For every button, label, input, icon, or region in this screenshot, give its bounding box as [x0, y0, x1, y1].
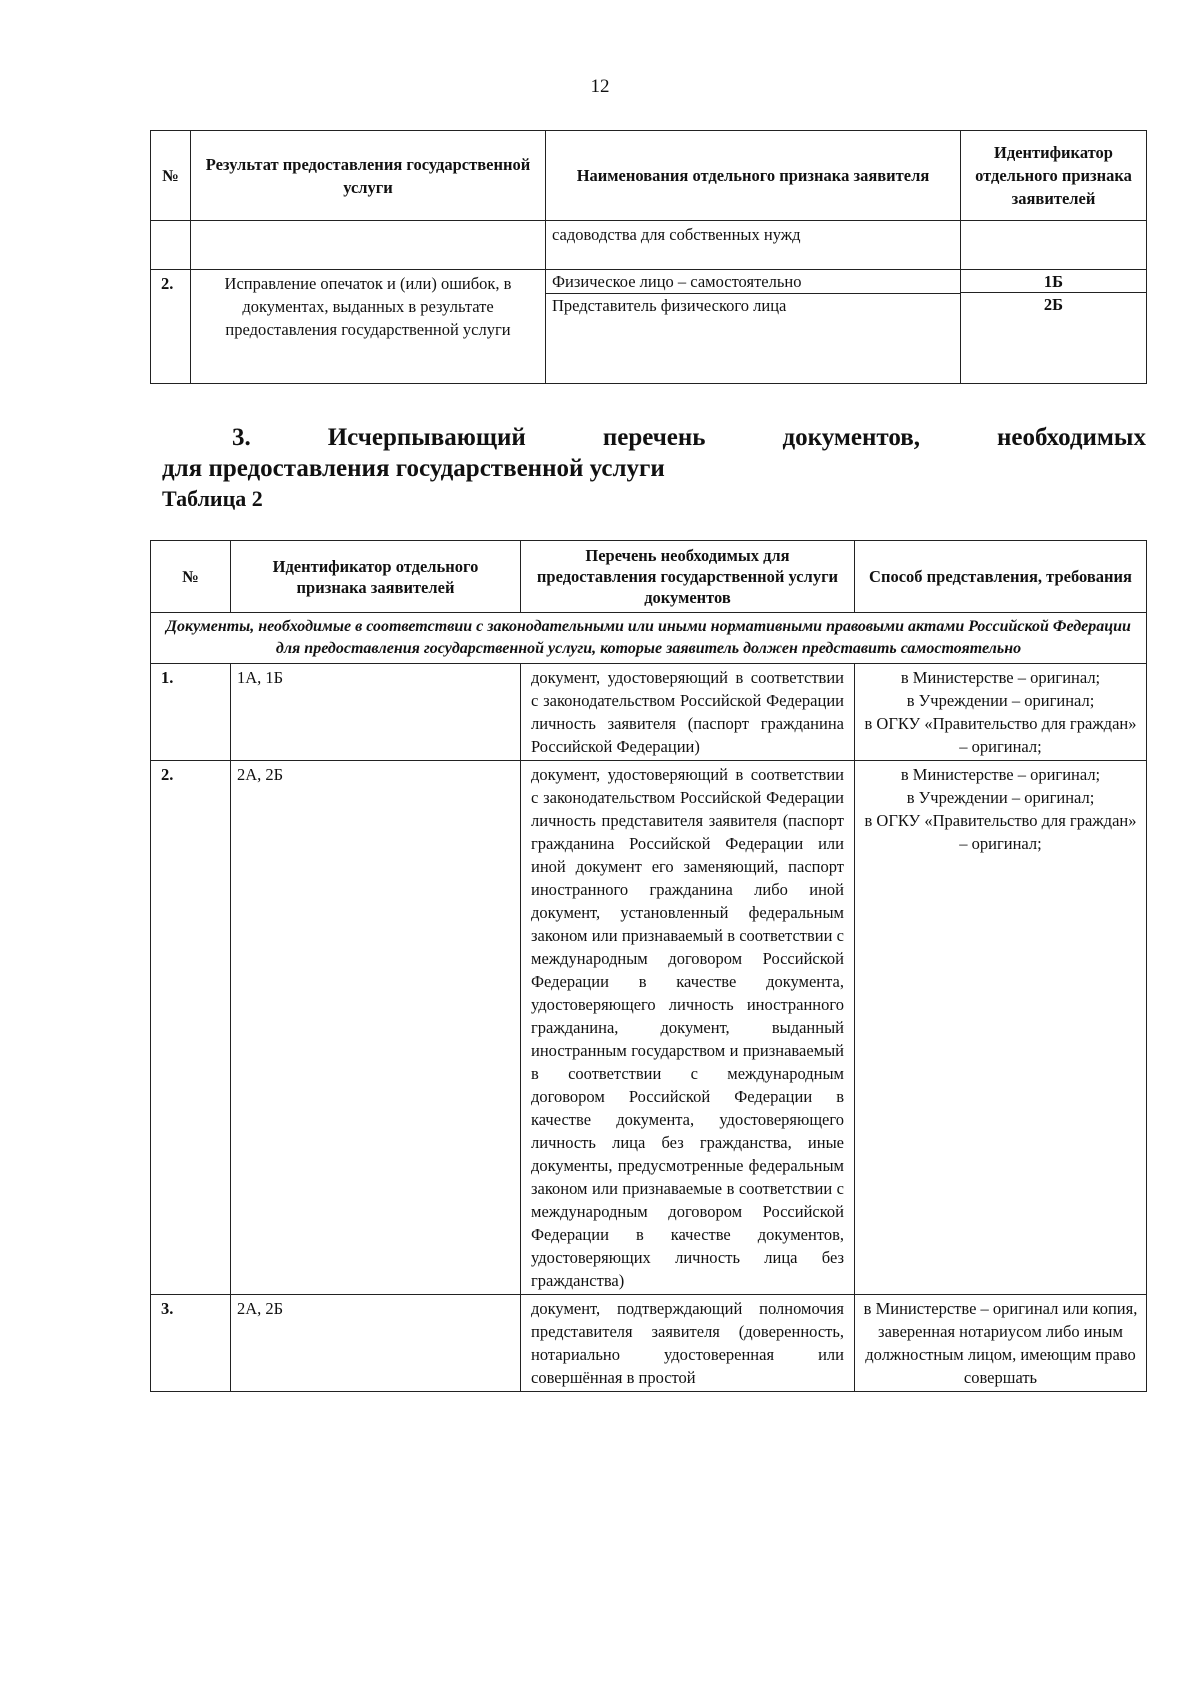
row-method — [855, 664, 1147, 761]
table-row — [151, 1295, 1147, 1392]
table1-header-row — [151, 131, 1147, 221]
table1-cell-features — [546, 270, 961, 384]
row-num: 1. — [151, 664, 231, 761]
table1-cell-result — [191, 221, 546, 270]
table2-header-num: № — [151, 541, 231, 613]
table1-header-feature-names: Наименования отдельного признака заявителя — [546, 131, 961, 221]
method-line: в Учреждении – оригинал; — [906, 691, 1095, 710]
table-row — [151, 761, 1147, 1295]
identifier-item: 1Б — [961, 270, 1146, 293]
heading-word: перечень — [602, 424, 706, 451]
table-row — [151, 664, 1147, 761]
row-num: 2. — [151, 761, 231, 1295]
row-method — [855, 761, 1147, 1295]
heading-word: необходимых — [996, 424, 1146, 451]
row-document: документ, подтверждающий полномочия представителя заявителя (доверенность, нотариально удостоверенная или совершённая в простой — [521, 1295, 855, 1392]
table1-cell-identifier — [961, 221, 1147, 270]
feature-item: Представитель физического лица — [552, 296, 787, 315]
method-line: в ОГКУ «Правительство для граждан» – оригинал; — [864, 714, 1137, 756]
table1-cell-num: 2. — [151, 270, 191, 384]
table1-header-num: № — [151, 131, 191, 221]
row-identifier: 2А, 2Б — [231, 1295, 521, 1392]
table-caption: Таблица 2 — [162, 486, 263, 511]
table2-header-method: Способ представления, требования — [855, 541, 1147, 613]
table1-cell-feature: садоводства для собственных нужд — [546, 221, 961, 270]
table1-cell-num — [151, 221, 191, 270]
row-document: документ, удостоверяющий в соответствии с законодательством Российской Федерации личность заявителя (паспорт гражданина Российской Федерации) — [521, 664, 855, 761]
table-row — [151, 221, 1147, 270]
heading-word: Исчерпывающий — [327, 424, 526, 451]
row-identifier: 2А, 2Б — [231, 761, 521, 1295]
table1-header-result: Результат предоставления государственной услуги — [191, 131, 546, 221]
heading-word: документов, — [782, 424, 920, 451]
section-heading — [162, 422, 1146, 484]
table2-header-row — [151, 541, 1147, 613]
table2-section-row — [151, 613, 1147, 664]
page-number: 12 — [590, 76, 610, 97]
heading-line2: для предоставления государственной услуги — [162, 455, 665, 482]
table2-header-documents: Перечень необходимых для предоставления государственной услуги документов — [521, 541, 855, 613]
table1-header-identifier: Идентификатор отдельного признака заявителей — [961, 131, 1147, 221]
method-line: в Учреждении – оригинал; — [906, 788, 1095, 807]
table1-cell-identifiers — [961, 270, 1147, 384]
applicant-features-table — [150, 130, 1147, 384]
method-line: в Министерстве – оригинал; — [900, 765, 1101, 784]
table-row — [151, 270, 1147, 384]
section-number: 3. — [232, 424, 251, 451]
method-line: в ОГКУ «Правительство для граждан» – оригинал; — [864, 811, 1137, 853]
row-num: 3. — [151, 1295, 231, 1392]
required-documents-table — [150, 540, 1147, 1392]
row-method — [855, 1295, 1147, 1392]
row-identifier: 1А, 1Б — [231, 664, 521, 761]
section-row-text: Документы, необходимые в соответствии с законодательными или иными нормативными правовыми актами Российской Федерации для предоставления государственной услуги, которые заявитель должен представить самостоятельно — [151, 613, 1147, 664]
feature-item: Физическое лицо – самостоятельно — [546, 270, 960, 294]
table2-header-identifier: Идентификатор отдельного признака заявителей — [231, 541, 521, 613]
identifier-item: 2Б — [1043, 295, 1064, 314]
row-document: документ, удостоверяющий в соответствии с законодательством Российской Федерации личность представителя заявителя (паспорт гражданина Российской Федерации или иной документ его заменяющий, паспорт иностранного гражданина либо иной документ, установленный федеральным законом или признаваемый в соответствии с международным договором Российской Федерации в качестве документа, удостоверяющего личность иностранного гражданина, документ, выданный иностранным государством и признаваемый в соответствии с международным договором Российской Федерации в качестве документа, удостоверяющего личность лица без гражданства, иные документы, предусмотренные федеральным законом или признаваемые в соответствии с международным договором Российской Федерации в качестве документов, удостоверяющих личность лица без гражданства) — [521, 761, 855, 1295]
method-line: в Министерстве – оригинал; — [900, 668, 1101, 687]
method-line: в Министерстве – оригинал или копия, заверенная нотариусом либо иным должностным лицом, имеющим право совершать — [863, 1299, 1138, 1387]
table1-cell-result: Исправление опечаток и (или) ошибок, в документах, выданных в результате предоставления государственной услуги — [191, 270, 546, 384]
